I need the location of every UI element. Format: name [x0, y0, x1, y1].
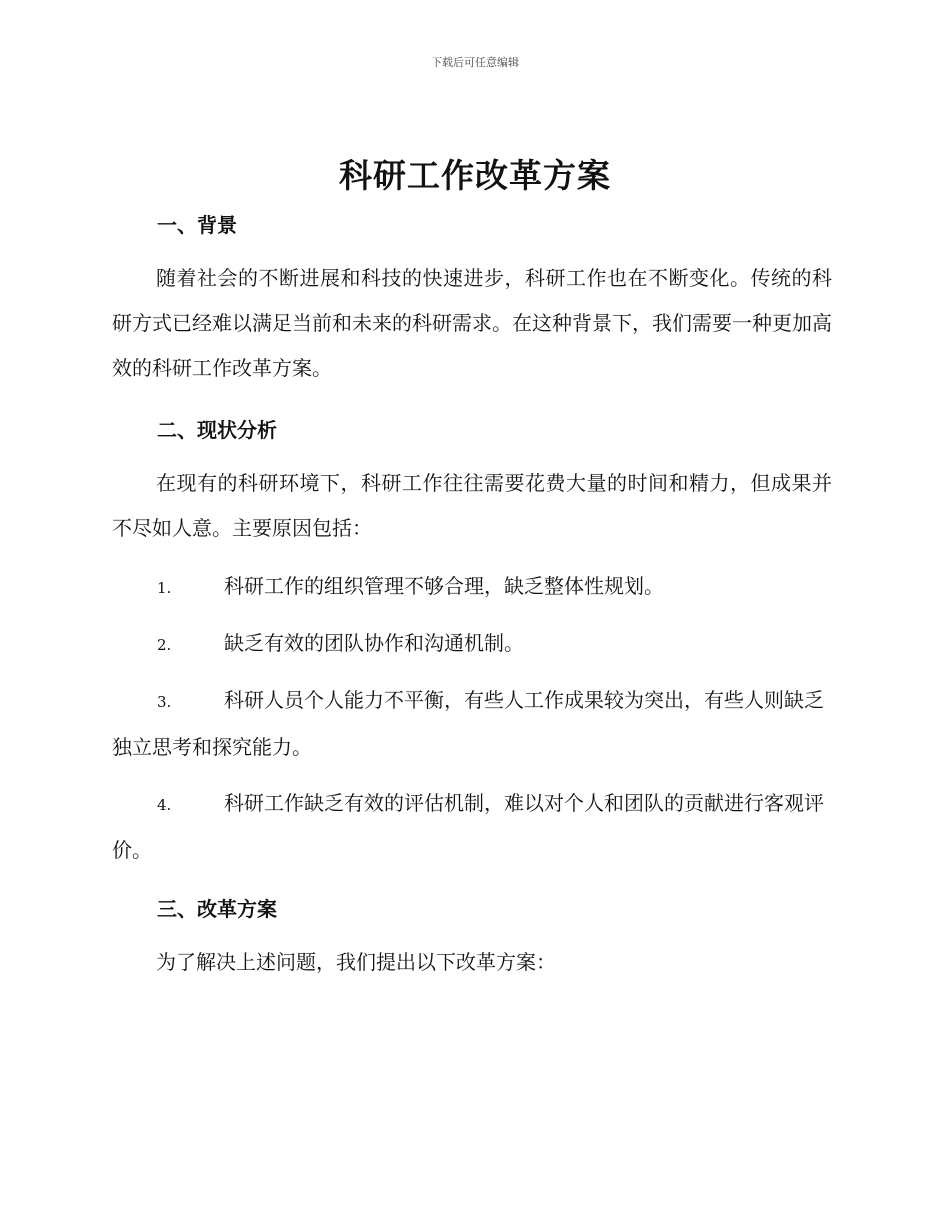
section-heading-background: 一、背景 [157, 213, 237, 237]
list-item-number: 1. [157, 579, 172, 597]
page-header-note: 下载后可任意编辑 [431, 56, 519, 69]
list-item-text: 科研工作缺乏有效的评估机制，难以对个人和团队的贡献进行客观评价。 [112, 791, 824, 862]
plan-paragraph: 为了解决上述问题，我们提出以下改革方案： [156, 950, 556, 974]
document-title: 科研工作改革方案 [339, 156, 611, 195]
list-item [112, 564, 832, 611]
list-item-text: 缺乏有效的团队协作和沟通机制。 [224, 631, 524, 655]
analysis-paragraph: 在现有的科研环境下，科研工作往往需要花费大量的时间和精力，但成果并不尽如人意。主要原因包括： [112, 471, 832, 540]
list-item-number: 4. [157, 796, 172, 814]
section-heading-plan: 三、改革方案 [157, 897, 277, 921]
list-item-text: 科研工作的组织管理不够合理，缺乏整体性规划。 [224, 574, 664, 598]
background-paragraph: 随着社会的不断进展和科技的快速进步，科研工作也在不断变化。传统的科研方式已经难以满足当前和未来的科研需求。在这种背景下，我们需要一种更加高效的科研工作改革方案。 [112, 266, 832, 380]
section-heading-analysis: 二、现状分析 [157, 418, 277, 442]
list-item-text: 科研人员个人能力不平衡，有些人工作成果较为突出，有些人则缺乏独立思考和探究能力。 [112, 688, 824, 759]
list-item-number: 3. [157, 693, 172, 711]
list-item [112, 781, 832, 873]
list-item [112, 678, 832, 770]
list-item-number: 2. [157, 636, 172, 654]
list-item [112, 621, 832, 668]
